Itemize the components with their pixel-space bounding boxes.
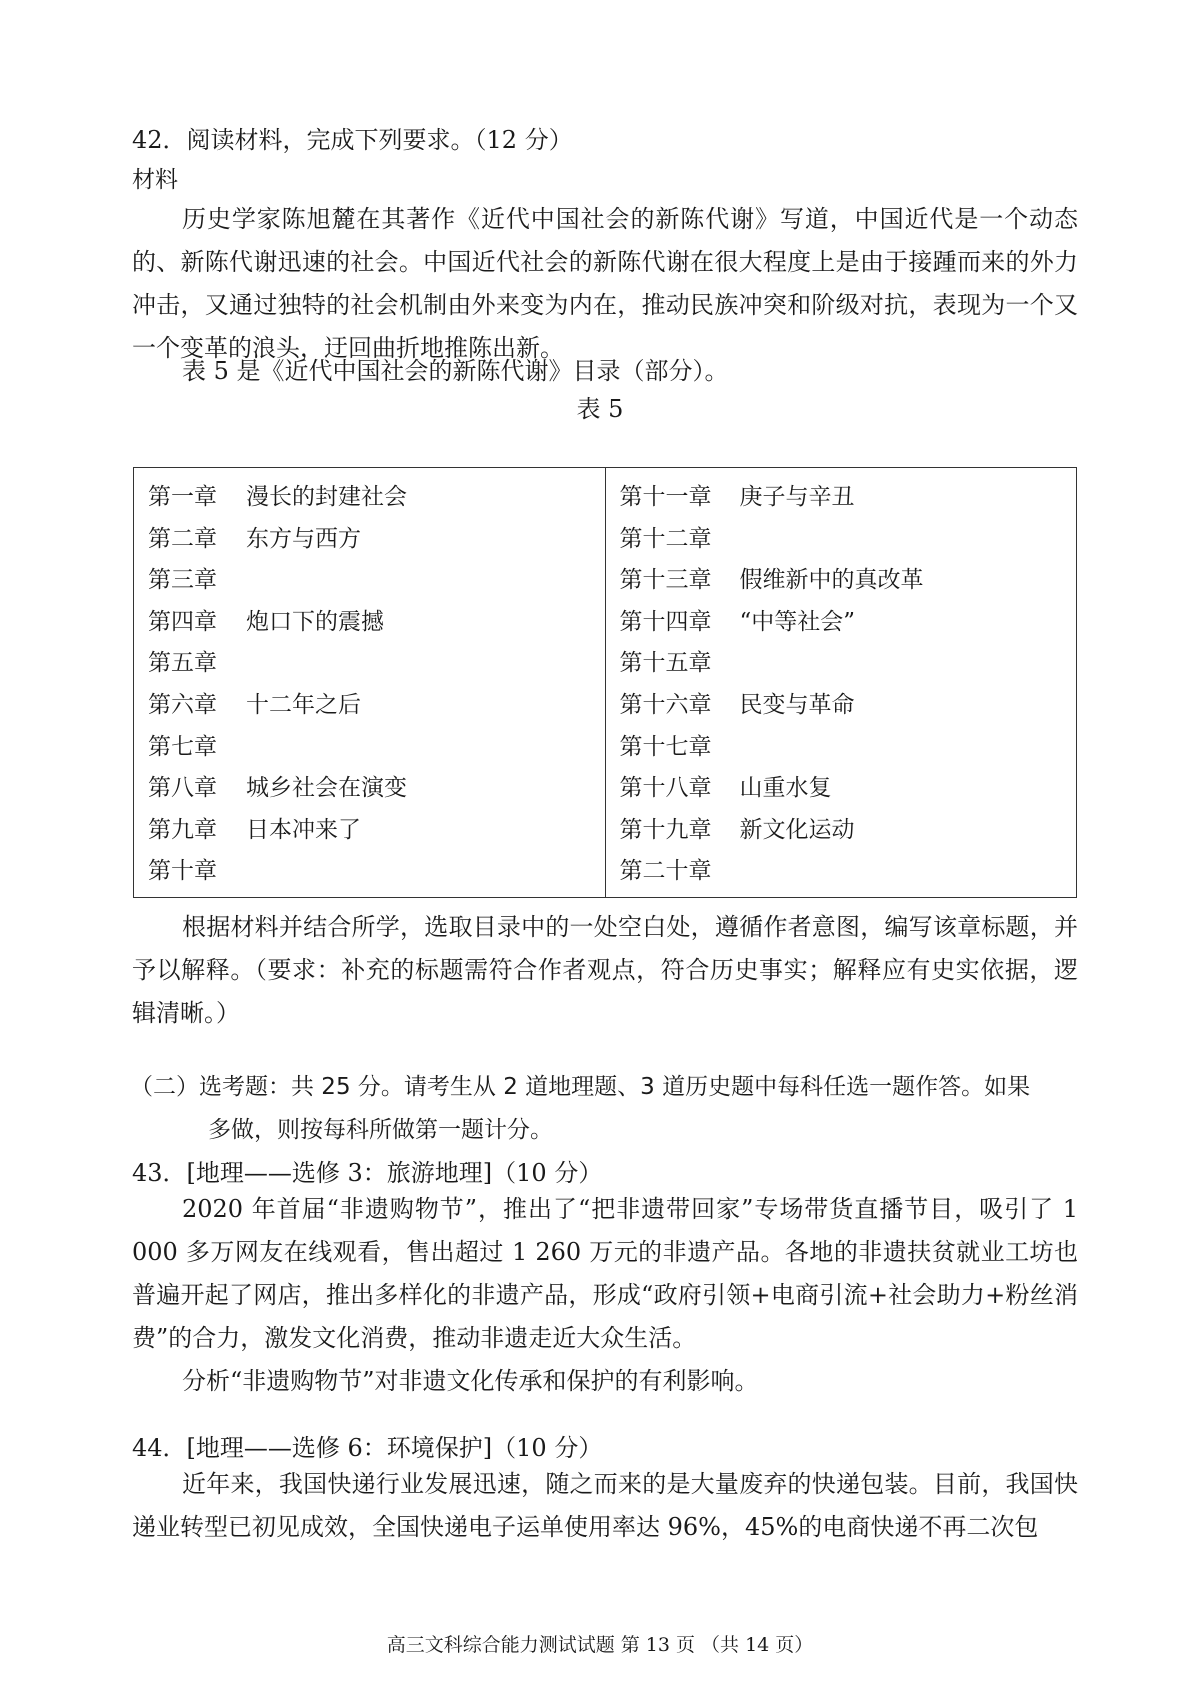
toc-row xyxy=(148,643,591,685)
toc-row xyxy=(148,519,591,561)
toc-title: “中等社会” xyxy=(739,608,856,635)
toc-chapter: 第十七章 xyxy=(619,733,712,760)
toc-chapter: 第十八章 xyxy=(619,775,712,802)
toc-chapter: 第十一章 xyxy=(619,484,712,510)
toc-right-column xyxy=(605,468,1077,898)
section-line-1: （二）选考题：共 25 分。请考生从 2 道地理题、3 道历史题中每科任选一题作答。如果 xyxy=(130,1074,1031,1100)
toc-title: 新文化运动 xyxy=(739,816,855,843)
question-43-task: 分析“非遗购物节”对非遗文化传承和保护的有利影响。 xyxy=(182,1367,759,1395)
toc-row xyxy=(148,602,591,644)
toc-row xyxy=(148,768,591,810)
toc-title: 假维新中的真改革 xyxy=(739,567,924,594)
toc-chapter: 第一章 xyxy=(148,484,217,510)
toc-row xyxy=(620,768,1063,810)
toc-row xyxy=(620,810,1063,852)
table-of-contents xyxy=(133,467,1077,898)
toc-title: 东方与西方 xyxy=(246,525,361,552)
toc-chapter: 第九章 xyxy=(148,816,217,843)
question-42-heading: 42．阅读材料，完成下列要求。（12 分） xyxy=(132,126,573,154)
toc-chapter: 第五章 xyxy=(148,650,217,677)
question-44-material: 近年来，我国快递行业发展迅速，随之而来的是大量废弃的快递包装。目前，我国快递业转型已初见成效，全国快递电子运单使用率达 96%，45%的电商快递不再二次包 xyxy=(132,1470,1078,1541)
page-footer: 高三文科综合能力测试试题 第 13 页 （共 14 页） xyxy=(386,1634,814,1656)
question-44-heading: 44．[地理——选修 6：环境保护]（10 分） xyxy=(132,1434,603,1462)
toc-row xyxy=(148,477,591,519)
toc-row xyxy=(620,851,1063,893)
toc-chapter: 第十九章 xyxy=(619,816,712,843)
toc-chapter: 第二章 xyxy=(148,525,217,552)
toc-chapter: 第十二章 xyxy=(619,525,712,552)
question-43-material: 2020 年首届“非遗购物节”，推出了“把非遗带回家”专场带货直播节目，吸引了 1 000 多万网友在线观看，售出超过 1 260 万元的非遗产品。各地的非遗扶贫就业工坊也普遍开起了网店，推出多样化的非遗产品，形成“政府引领+电商引流+社会助力+粉丝消费”的合力，激发文化消费，推动非遗走近大众生活。 xyxy=(132,1195,1078,1352)
toc-title: 炮口下的震撼 xyxy=(246,608,384,635)
section-line-2: 多做，则按每科所做第一题计分。 xyxy=(208,1117,553,1143)
toc-chapter: 第七章 xyxy=(148,733,217,760)
toc-row xyxy=(148,560,591,602)
toc-row xyxy=(620,519,1063,561)
toc-row xyxy=(620,727,1063,769)
table-caption: 表 5 xyxy=(576,395,624,423)
toc-title: 庚子与辛丑 xyxy=(739,484,855,510)
toc-chapter: 第十六章 xyxy=(619,691,712,718)
toc-left-column xyxy=(134,468,606,898)
toc-title: 漫长的封建社会 xyxy=(246,484,407,510)
toc-title: 城乡社会在演变 xyxy=(246,775,407,802)
toc-row xyxy=(148,851,591,893)
toc-row xyxy=(620,477,1063,519)
toc-row xyxy=(620,643,1063,685)
toc-row xyxy=(148,727,591,769)
toc-row xyxy=(148,810,591,852)
toc-row xyxy=(620,685,1063,727)
toc-chapter: 第六章 xyxy=(148,691,217,718)
toc-title: 日本冲来了 xyxy=(246,816,361,843)
toc-chapter: 第十章 xyxy=(148,858,217,885)
toc-row xyxy=(148,685,591,727)
toc-chapter: 第十五章 xyxy=(619,650,712,677)
toc-row xyxy=(620,602,1063,644)
toc-chapter: 第二十章 xyxy=(619,858,712,885)
material-label: 材料 xyxy=(132,167,178,193)
elective-section-heading xyxy=(130,1066,1080,1152)
toc-row xyxy=(620,560,1063,602)
table-intro-paragraph: 表 5 是《近代中国社会的新陈代谢》目录（部分）。 xyxy=(182,357,729,385)
toc-chapter: 第四章 xyxy=(148,608,217,635)
toc-title: 民变与革命 xyxy=(739,691,855,718)
material-paragraph: 历史学家陈旭麓在其著作《近代中国社会的新陈代谢》写道，中国近代是一个动态的、新陈代谢迅速的社会。中国近代社会的新陈代谢在很大程度上是由于接踵而来的外力冲击，又通过独特的社会机制由外来变为内在，推动民族冲突和阶级对抗，表现为一个又一个变革的浪头，迂回曲折地推陈出新。 xyxy=(132,205,1078,362)
toc-chapter: 第十四章 xyxy=(619,608,712,635)
toc-title: 山重水复 xyxy=(739,775,832,802)
toc-title: 十二年之后 xyxy=(246,691,361,718)
toc-chapter: 第十三章 xyxy=(619,567,712,594)
question-42-task: 根据材料并结合所学，选取目录中的一处空白处，遵循作者意图，编写该章标题，并予以解释。（要求：补充的标题需符合作者观点，符合历史事实；解释应有史实依据，逻辑清晰。） xyxy=(132,913,1078,1027)
question-43-heading: 43．[地理——选修 3：旅游地理]（10 分） xyxy=(132,1159,603,1187)
toc-chapter: 第八章 xyxy=(148,775,217,802)
toc-chapter: 第三章 xyxy=(148,567,217,594)
